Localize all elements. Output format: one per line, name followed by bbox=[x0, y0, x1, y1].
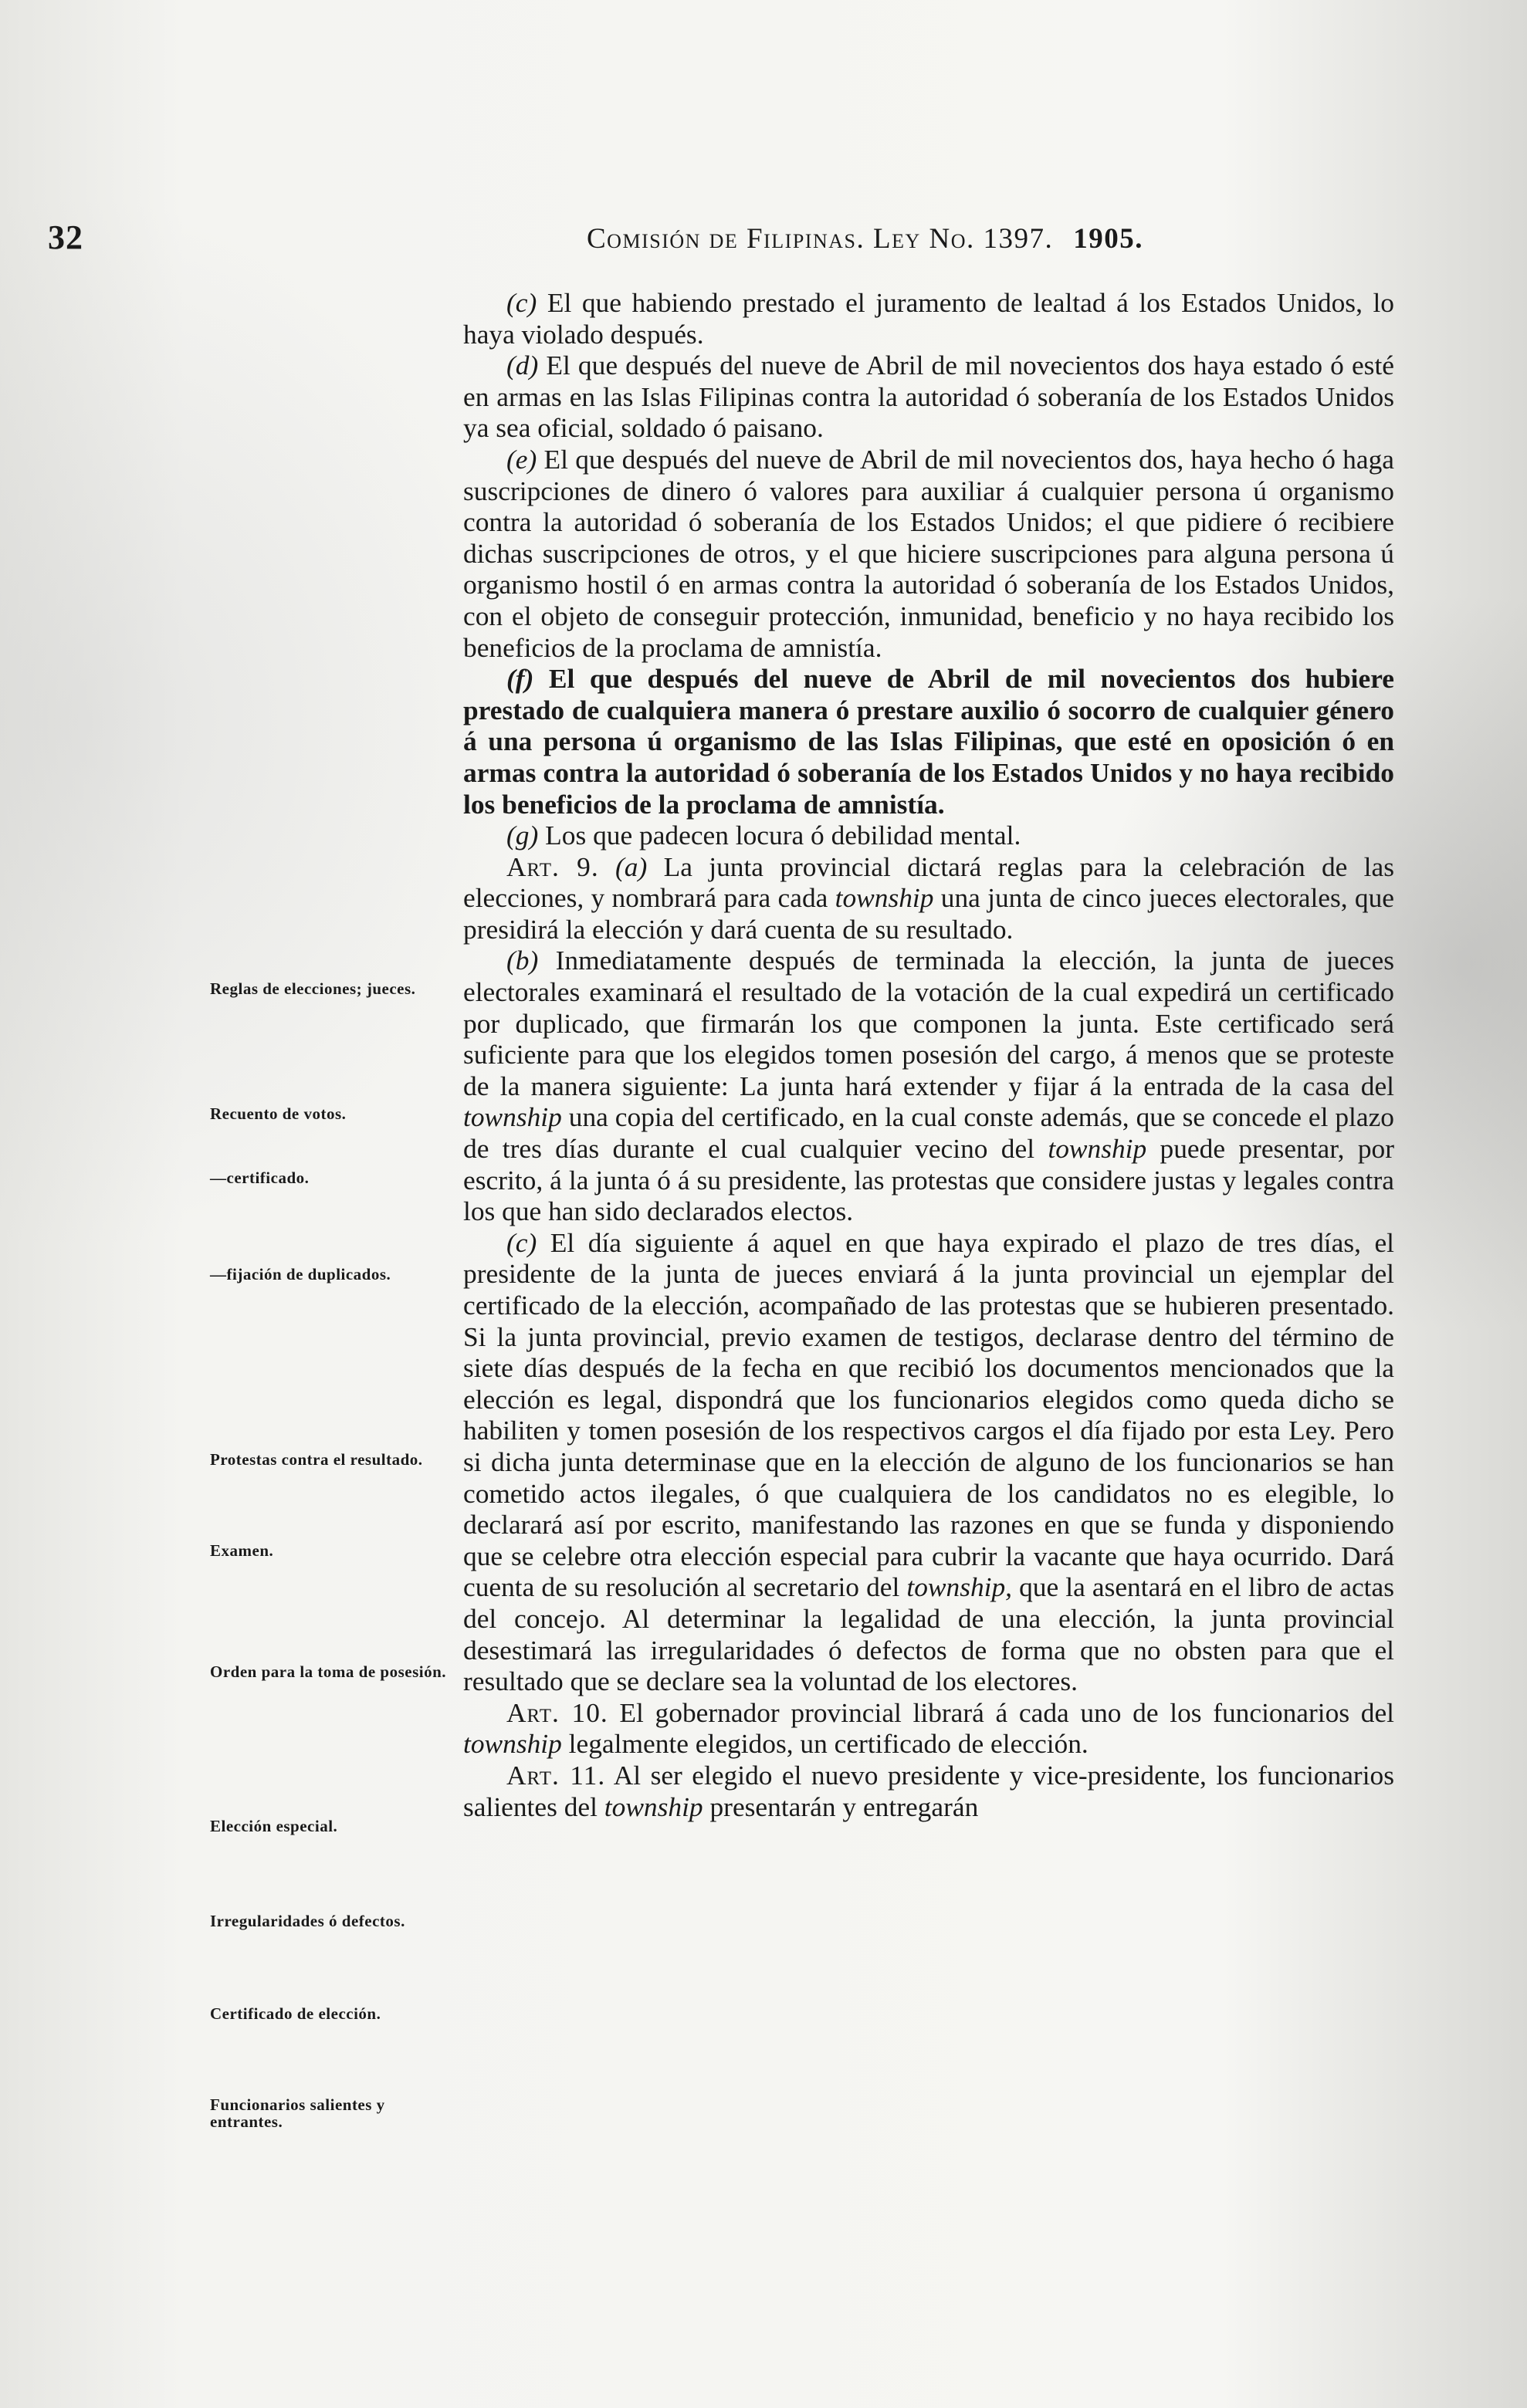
running-head bbox=[587, 222, 1143, 255]
clause-label: (c) bbox=[506, 287, 537, 318]
clause-text: Inmediatamente después de terminada la elección, la junta de jueces electorales examinará el resultado de la votación de la cual expedirá un certificado por duplicado, que firmarán los que componen la junta. Este certificado será suficiente para que los elegidos tomen posesión del cargo, á menos que se proteste de la manera siguiente: La junta hará extender y fijar á la entrada de la casa del bbox=[463, 945, 1394, 1101]
clause-text: que la asentará en el libro de actas del concejo. Al determinar la legalidad de una elección, la junta provincial desestimará las irregularidades ó defectos de forma que no obsten para que el resultado que se declare sea la voluntad de los electores. bbox=[463, 1571, 1394, 1697]
page-number: 32 bbox=[48, 218, 83, 256]
article-9-c bbox=[463, 1227, 1394, 1697]
clause-text: El que después del nueve de Abril de mil novecientos dos haya estado ó esté en armas en las Islas Filipinas contra la autoridad ó soberanía de los Estados Unidos ya sea oficial, soldado ó paisano. bbox=[463, 350, 1394, 444]
margin-note-certificado: —certificado. bbox=[210, 1168, 310, 1187]
paragraph-c bbox=[463, 287, 1394, 350]
running-head-year: 1905. bbox=[1073, 223, 1143, 255]
margin-note-irregularidades: Irregularidades ó defectos. bbox=[210, 1912, 405, 1930]
article-number: Art. 10. bbox=[506, 1696, 608, 1728]
clause-label: (d) bbox=[506, 350, 539, 381]
term-township: township bbox=[604, 1791, 703, 1822]
paragraph-g bbox=[463, 820, 1394, 851]
term-township: township bbox=[463, 1101, 562, 1133]
clause-text: Los que padecen locura ó debilidad mental. bbox=[538, 820, 1021, 851]
margin-note-reglas: Reglas de elecciones; jueces. bbox=[210, 979, 416, 998]
article-9-b bbox=[463, 945, 1394, 1226]
clause-text: El gobernador provincial librará á cada uno de los funcionarios del bbox=[608, 1696, 1395, 1728]
paragraph-d bbox=[463, 350, 1394, 444]
clause-text: legalmente elegidos, un certificado de elección. bbox=[561, 1728, 1089, 1760]
clause-text: presentarán y entregarán bbox=[703, 1791, 979, 1822]
article-9-a bbox=[463, 851, 1394, 945]
term-township: township, bbox=[906, 1571, 1013, 1603]
clause-text: El que habiendo prestado el juramento de lealtad á los Estados Unidos, lo haya violado después. bbox=[463, 287, 1394, 350]
article-10 bbox=[463, 1697, 1394, 1760]
term-township: township bbox=[463, 1728, 562, 1760]
clause-text: puede presentar, por escrito, á la junta ó á su presidente, las protestas que considere justas y legales contra los que han sido declarados electos. bbox=[463, 1133, 1394, 1227]
margin-note-recuento: Recuento de votos. bbox=[210, 1104, 347, 1123]
margin-note-examen: Examen. bbox=[210, 1541, 274, 1560]
clause-label: (e) bbox=[506, 443, 537, 475]
article-number: Art. 9. bbox=[506, 851, 599, 882]
clause-text: Al ser elegido el nuevo presidente y vice-presidente, los funcionarios salientes del bbox=[463, 1759, 1395, 1822]
body-text bbox=[463, 287, 1394, 1822]
clause-text: una copia del certificado, en la cual conste además, que se concede el plazo de tres días durante el cual cualquier vecino del bbox=[463, 1101, 1394, 1165]
article-number: Art. 11. bbox=[506, 1759, 606, 1791]
clause-text: El que después del nueve de Abril de mil novecientos dos, haya hecho ó haga suscripciones de dinero ó valores para auxiliar á cualquier persona ú organismo contra la autoridad ó soberanía de los Estados Unidos; el que pidiere ó recibiere dichas suscripciones de otros, y el que hiciere suscripciones para alguna persona ú organismo hostil ó en armas contra la autoridad ó soberanía de los Estados Unidos, con el objeto de conseguir protección, inmunidad, beneficio y no haya recibido los beneficios de la proclama de amnistía. bbox=[463, 443, 1394, 663]
clause-text: El día siguiente á aquel en que haya expirado el plazo de tres días, el presidente de la junta de jueces enviará á la junta provincial un ejemplar del certificado de la elección, acompañado de las protestas que se hubieren presentado. Si la junta provincial, previo examen de testigos, declarase dentro del término de siete días después de la fecha en que recibió los documentos mencionados que la elección es legal, dispondrá que los funcionarios elegidos como queda dicho se habiliten y tomen posesión de los respectivos cargos el día fijado por esta Ley. Pero si dicha junta determinase que en la elección de alguno de los funcionarios se han cometido actos ilegales, ó que cualquiera de los candidatos no es elegible, lo declarará así por escrito, manifestando las razones en que se funda y disponiendo que se celebre otra elección especial para cubrir la vacante que haya ocurrido. Dará cuenta de su resolución al secretario del bbox=[463, 1226, 1394, 1603]
clause-label: (g) bbox=[506, 820, 539, 851]
clause-label: (c) bbox=[506, 1226, 537, 1258]
clause-text: La junta provincial dictará reglas para la celebración de las elecciones, y nombrará para cada bbox=[463, 851, 1394, 914]
clause-label: (f) bbox=[506, 663, 534, 695]
margin-note-protestas: Protestas contra el resultado. bbox=[210, 1450, 423, 1469]
term-township: township bbox=[835, 882, 934, 914]
clause-text: una junta de cinco jueces electorales, que presidirá la elección y dará cuenta de su resultado. bbox=[463, 882, 1394, 945]
paragraph-e bbox=[463, 444, 1394, 663]
margin-note-certificado-eleccion: Certificado de elección. bbox=[210, 2004, 381, 2023]
term-township: township bbox=[1048, 1133, 1147, 1165]
running-head-title: Comisión de Filipinas. Ley No. 1397. bbox=[587, 223, 1054, 255]
clause-text: El que después del nueve de Abril de mil novecientos dos hubiere prestado de cualquiera manera ó prestare auxilio ó socorro de cualquier género á una persona ú organismo de las Islas Filipinas, que esté en oposición ó en armas contra la autoridad ó soberanía de los Estados Unidos y no haya recibido los beneficios de la proclama de amnistía. bbox=[463, 663, 1394, 820]
margin-note-orden: Orden para la toma de posesión. bbox=[210, 1662, 447, 1681]
margin-note-funcionarios: Funcionarios salientes y entrantes. bbox=[210, 2095, 385, 2131]
article-11 bbox=[463, 1760, 1394, 1822]
paragraph-f bbox=[463, 663, 1394, 820]
margin-note-eleccion-especial: Elección especial. bbox=[210, 1817, 338, 1835]
clause-label: (b) bbox=[506, 945, 539, 976]
clause-label: (a) bbox=[615, 851, 648, 882]
margin-note-fijacion: —fijación de duplicados. bbox=[210, 1265, 391, 1283]
